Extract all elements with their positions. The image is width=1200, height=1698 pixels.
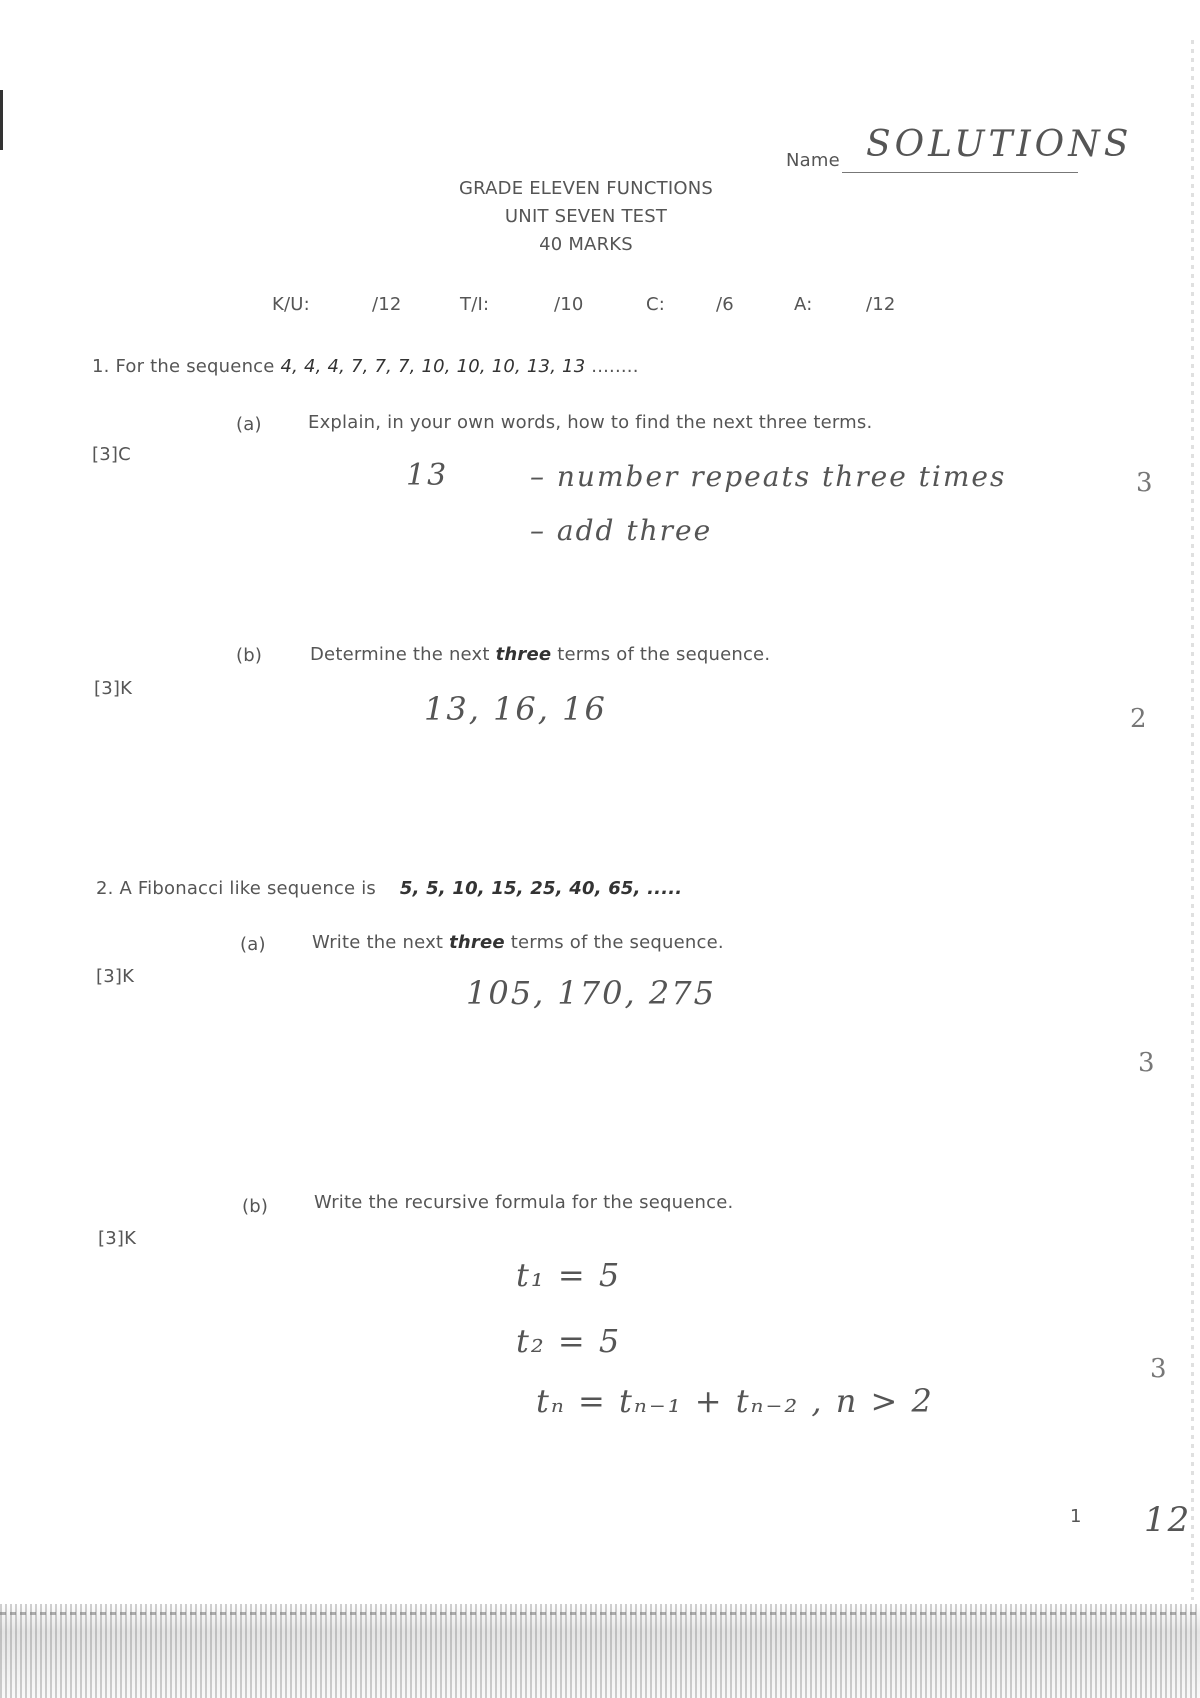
sequence-values: 4, 4, 4, 7, 7, 7, 10, 10, 10, 13, 13 [280, 356, 586, 377]
handwritten-answer: tₙ = tₙ₋₁ + tₙ₋₂ , n > 2 [536, 1382, 934, 1420]
score-a-total: /12 [866, 294, 896, 315]
part-prompt: Determine the next three terms of the sequence. [310, 644, 771, 665]
part-prompt: Write the recursive formula for the sequence. [314, 1192, 734, 1213]
header-unit: UNIT SEVEN TEST [504, 206, 668, 227]
handwritten-answer: 105, 170, 275 [466, 974, 716, 1012]
handwritten-answer: 13, 16, 16 [424, 690, 607, 728]
question-2-stem [96, 878, 682, 899]
marks-label: [3]K [98, 1228, 137, 1249]
handwritten-answer: t₁ = 5 [516, 1256, 622, 1294]
scan-artifact [0, 1604, 1200, 1698]
marks-label: [3]K [94, 678, 133, 699]
question-text: For the sequence [115, 356, 281, 377]
scan-edge-mark [0, 90, 3, 150]
page-number: 1 [1070, 1506, 1082, 1527]
part-label: (a) [236, 414, 262, 435]
score-a-label: A: [794, 294, 813, 315]
handwritten-answer: t₂ = 5 [516, 1322, 622, 1360]
header-title: GRADE ELEVEN FUNCTIONS [459, 178, 713, 199]
margin-score: 3 [1136, 468, 1153, 498]
score-c-total: /6 [716, 294, 734, 315]
marks-label: [3]K [96, 966, 135, 987]
question-number: 2. [96, 878, 114, 899]
name-value: SOLUTIONS [866, 124, 1133, 165]
header-marks: 40 MARKS [539, 234, 633, 255]
sequence-ellipsis: ........ [585, 356, 639, 377]
handwritten-answer: 13 [406, 458, 449, 493]
part-label: (b) [236, 645, 263, 666]
margin-score: 3 [1150, 1354, 1167, 1384]
part-prompt: Write the next three terms of the sequence. [312, 932, 724, 953]
part-prompt: Explain, in your own words, how to find the next three terms. [308, 412, 873, 433]
question-number: 1. [92, 356, 110, 377]
score-ti-total: /10 [554, 294, 584, 315]
margin-score: 2 [1130, 704, 1147, 734]
scan-edge-mark [1191, 40, 1194, 1600]
score-ku-total: /12 [372, 294, 402, 315]
handwritten-answer: – number repeats three times [530, 460, 1007, 493]
part-label: (b) [242, 1196, 269, 1217]
margin-score: 3 [1138, 1048, 1155, 1078]
sequence-values: 5, 5, 10, 15, 25, 40, 65, ..... [399, 878, 683, 899]
page-score-total: 12 [1144, 1500, 1192, 1540]
question-1-stem [92, 356, 639, 377]
question-text: A Fibonacci like sequence is [119, 878, 376, 899]
handwritten-answer: – add three [530, 514, 713, 547]
score-ti-label: T/I: [460, 294, 490, 315]
score-c-label: C: [646, 294, 666, 315]
marks-label: [3]C [92, 444, 131, 465]
part-label: (a) [240, 934, 266, 955]
score-ku-label: K/U: [272, 294, 310, 315]
name-label: Name [786, 150, 840, 171]
name-underline [842, 172, 1078, 173]
